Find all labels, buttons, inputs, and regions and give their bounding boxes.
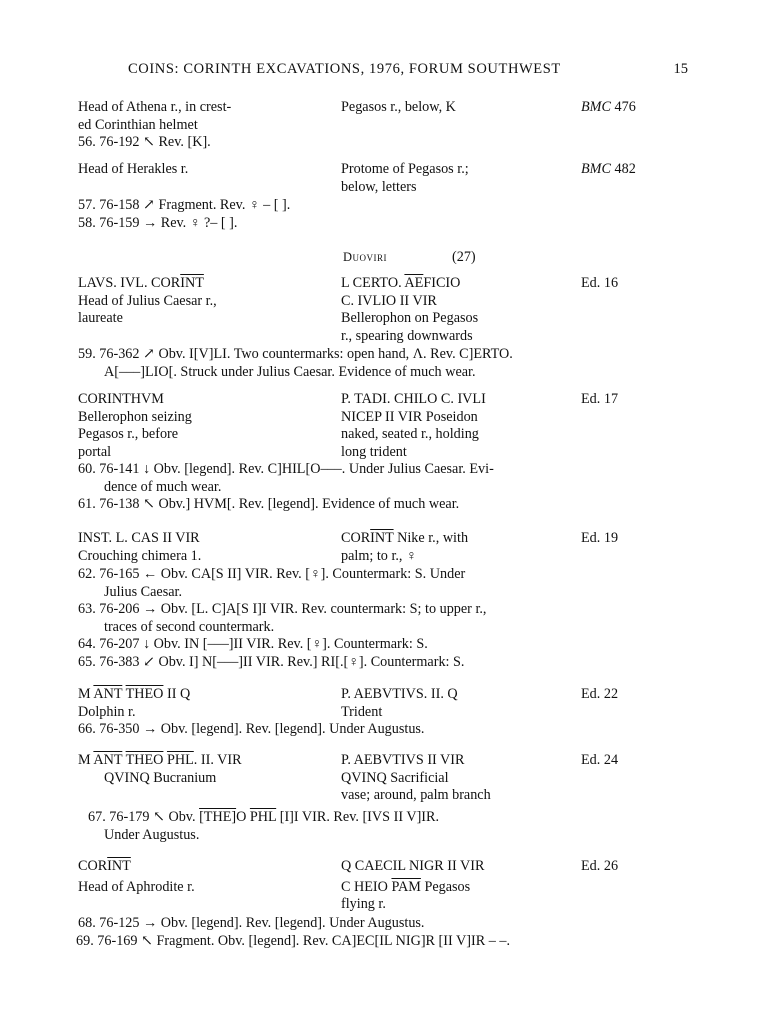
obverse-description: M $\overline{ANT}$ THEO $\overline{PHL}$. II. VIR QVINQ Bucranium bbox=[78, 752, 242, 786]
catalog-item-66: 66. 76-350 → Obv. [legend]. Rev. [legend]. Under Augustus. bbox=[78, 721, 425, 737]
obverse-description: M $\overline{ANT}$ THEO II Q Dolphin r. bbox=[78, 686, 191, 720]
reverse-description: P. AEBVTIVS. II. Q Trident bbox=[341, 686, 458, 720]
reverse-description: P. TADI. CHILO C. IVLI NICEP II VIR Poseidon naked, seated r., holding long trident bbox=[341, 391, 486, 460]
reverse-description: $COR\overline{INT}$ Nike r., with palm; to r., ♀ bbox=[341, 530, 469, 564]
reverse-description: L CERTO. $\overline{AE}FICIO$ C. IVLIO II VIR Bellerophon on Pegasos r., spearing downwards bbox=[341, 275, 479, 344]
section-count: (27) bbox=[452, 249, 476, 265]
obverse-description: CORINTHVM Bellerophon seizing Pegasos r., before portal bbox=[78, 391, 192, 460]
catalog-items-57-58 bbox=[78, 197, 678, 232]
reverse-description: P. AEBVTIVS II VIR QVINQ Sacrificial vase; around, palm branch bbox=[341, 752, 491, 803]
reference: Ed. 17 bbox=[581, 391, 619, 407]
reference: Ed. 19 bbox=[581, 530, 619, 546]
catalog-item-61: 61. 76-138 ↖ Obv.] HVM[. Rev. [legend]. Evidence of much wear. bbox=[78, 496, 460, 512]
catalog-item-65: 65. 76-383 ↙ Obv. I] N[–––]II VIR. Rev.] RI[.[♀]. Countermark: S. bbox=[78, 653, 465, 670]
obverse-description: INST. L. CAS II VIR Crouching chimera 1. bbox=[78, 530, 202, 564]
catalog-item-62: 62. 76-165 ← Obv. CA[S II] VIR. Rev. [♀]. Countermark: S. Under bbox=[78, 566, 466, 582]
reference: Ed. 22 bbox=[581, 686, 619, 702]
catalog-item-63: 63. 76-206 → Obv. [L. C]A[S I]I VIR. Rev. countermark: S; to upper r., bbox=[78, 601, 487, 617]
catalog-items-68-69 bbox=[78, 915, 678, 950]
catalog-item-60: 60. 76-141 ↓ Obv. [legend]. Rev. C]HIL[O–––. Under Julius Caesar. Evi- bbox=[78, 461, 494, 477]
reference: Ed. 26 bbox=[581, 858, 619, 874]
reference: BMC 482 bbox=[581, 161, 636, 177]
reverse-description: Protome of Pegasos r.; below, letters bbox=[341, 161, 469, 195]
running-header bbox=[78, 61, 688, 81]
page-number: 15 bbox=[673, 61, 688, 77]
catalog-item-67: 67. 76-179 ↖ Obv. [THE]O $\overline{PHL}$ [I]I VIR. Rev. [IVS II V]IR. Under Augustus. bbox=[88, 809, 440, 843]
obverse-description: $COR\overline{INT}$ Head of Aphrodite r. bbox=[78, 858, 195, 895]
header-title: COINS: CORINTH EXCAVATIONS, 1976, FORUM SOUTHWEST bbox=[128, 61, 561, 77]
catalog-item-56: 56. 76-192 ↖ Rev. [K]. bbox=[78, 134, 211, 150]
section-label: Duoviri bbox=[343, 250, 388, 264]
obverse-description: Head of Athena r., in crest- ed Corinthian helmet bbox=[78, 99, 232, 133]
reference: BMC 476 bbox=[581, 99, 636, 115]
reference: Ed. 16 bbox=[581, 275, 619, 291]
obverse-description: Head of Herakles r. bbox=[78, 161, 189, 177]
catalog-items-60-61: 60. 76-141 ↓ Obv. [legend]. Rev. C]HIL[O–––. Under Julius Caesar. Evi- dence of much wear. 61. 76-138 ↖ Obv.] HVM[. Rev. [legend]. Evidence of much wear. bbox=[78, 461, 678, 514]
catalog-item-58: 58. 76-159 → Rev. ♀ ?– [ ]. bbox=[78, 214, 238, 231]
obverse-description: LAVS. IVL. $COR\overline{INT}$ Head of Julius Caesar r., laureate bbox=[78, 275, 217, 326]
catalog-item-68: 68. 76-125 → Obv. [legend]. Rev. [legend]. Under Augustus. bbox=[78, 915, 425, 931]
catalog-item-69: 69. 76-169 ↖ Fragment. Obv. [legend]. Rev. CA]EC[IL NIG]R [II V]IR – –. bbox=[76, 932, 511, 949]
catalog-item-57: 57. 76-158 ↗ Fragment. Rev. ♀ – [ ]. bbox=[78, 197, 291, 213]
reference: Ed. 24 bbox=[581, 752, 619, 768]
reverse-description: Pegasos r., below, K bbox=[341, 99, 456, 115]
catalog-item-64: 64. 76-207 ↓ Obv. IN [–––]II VIR. Rev. [♀]. Countermark: S. bbox=[78, 636, 428, 652]
catalog-items-62-65: 62. 76-165 ← Obv. CA[S II] VIR. Rev. [♀]. Countermark: S. Under Julius Caesar. 63. 76-206 → Obv. [L. C]A[S I]I VIR. Rev. countermark: S; to upper r., traces of second countermark. 64. 76-207 ↓ Obv. IN [–––]II VIR. Rev. [♀]. Countermark: S. 65. 76-383 ↙ Obv. I] N[–––]II VIR. Rev.] RI[.[♀]. Countermark: S. bbox=[78, 566, 678, 671]
catalog-item-59: 59. 76-362 ↗ Obv. I[V]LI. Two countermarks: open hand, Ʌ. Rev. C]ERTO. A[–––]LIO[. Struck under Julius Caesar. Evidence of much wear. bbox=[78, 346, 513, 380]
reverse-description: Q CAECIL NIGR II VIR C HEIO $\overline{PAM}$ Pegasos flying r. bbox=[341, 858, 485, 912]
